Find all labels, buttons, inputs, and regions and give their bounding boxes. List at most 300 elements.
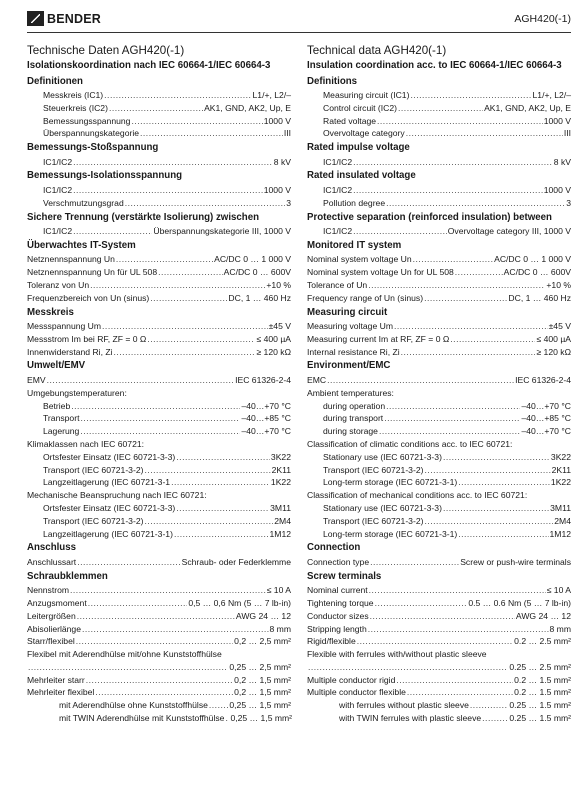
spec-label: IC1/IC2 (43, 156, 73, 167)
spec-value: –40…+70 °C (241, 400, 291, 411)
spec-label: EMV (27, 374, 46, 385)
dot-leader (368, 279, 545, 292)
dot-leader (71, 400, 240, 413)
spec-value: –40…+85 °C (241, 413, 291, 424)
spec-label: Mehrleiter starr (27, 674, 85, 685)
dot-leader (77, 610, 235, 623)
spec-value: 0.2 … 1.5 mm² (514, 687, 571, 698)
spec-label: Multiple conductor rigid (307, 674, 396, 685)
spec-value: ±45 V (268, 321, 291, 332)
dot-leader (384, 412, 520, 425)
spec-value: Schraub- oder Federklemme (181, 556, 291, 567)
spec-label: IC1/IC2 (323, 156, 353, 167)
dot-leader (386, 197, 565, 210)
dot-leader (70, 584, 266, 597)
spec-label: Messstrom Im bei RF, ZF = 0 Ω (27, 333, 147, 344)
spec-row (307, 712, 571, 725)
spec-row (27, 528, 291, 541)
spec-value: –40…+70 °C (521, 400, 571, 411)
spec-value: 2M4 (554, 515, 571, 526)
spec-value: III (283, 128, 291, 139)
spec-subheading: Mechanische Beanspruchung nach IEC 60721: (27, 490, 207, 501)
spec-label: Transport (43, 413, 80, 424)
spec-row (307, 584, 571, 597)
spec-value: –40…+70 °C (521, 426, 571, 437)
spec-value: 1M12 (269, 528, 291, 539)
spec-row (307, 197, 571, 210)
spec-value: 3K22 (550, 451, 571, 462)
dot-leader (370, 556, 459, 569)
spec-value: 1000 V (263, 115, 291, 126)
spec-row (307, 515, 571, 528)
spec-value: Overvoltage category III, 1000 V (447, 226, 571, 237)
section-heading: Anschluss (27, 542, 76, 554)
section-heading: Environment/EMC (307, 360, 391, 372)
spec-label: Steuerkreis (IC2) (43, 102, 108, 113)
spec-value: ≤ 10 A (546, 585, 571, 596)
dot-leader (375, 597, 468, 610)
spec-label: Multiple conductor flexible (307, 687, 406, 698)
spec-label: Overvoltage category (323, 128, 405, 139)
spec-row (27, 515, 291, 528)
spec-value: 3M11 (270, 502, 291, 513)
spec-row (307, 127, 571, 140)
spec-value: 0,2 … 1,5 mm² (234, 687, 291, 698)
section-heading: Protective separation (reinforced insulation) between (307, 211, 552, 223)
section-heading: Insulation coordination acc. to IEC 60664-1/IEC 60664-3 (307, 60, 562, 71)
spec-value: 0,25 … 2,5 mm² (229, 661, 291, 672)
dot-leader (88, 597, 188, 610)
spec-label: during transport (323, 413, 384, 424)
spec-row (307, 374, 571, 387)
spec-value: Überspannungskategorie III, 1000 V (153, 226, 291, 237)
brand-name: BENDER (47, 11, 101, 26)
spec-value: 1K22 (270, 477, 291, 488)
spec-row (27, 451, 291, 464)
section-heading: Definitions (307, 75, 358, 87)
dot-leader (76, 635, 233, 648)
spec-label: Transport (IEC 60721-3-2) (43, 464, 144, 475)
spec-row (307, 425, 571, 438)
spec-row (307, 556, 571, 569)
spec-row (307, 476, 571, 489)
spec-subheading: Ambient temperatures: (307, 387, 394, 398)
dot-leader (327, 374, 514, 387)
dot-leader (125, 197, 285, 210)
spec-value: –40…+70 °C (241, 426, 291, 437)
english-column (307, 43, 571, 725)
spec-label: IC1/IC2 (43, 184, 73, 195)
spec-label: Langzeitlagerung (IEC 60721-3-1 (43, 477, 171, 488)
spec-row (27, 346, 291, 359)
spec-label: Ortsfester Einsatz (IEC 60721-3-3) (43, 502, 176, 513)
spec-label: IC1/IC2 (323, 226, 353, 237)
spec-label: Stripping length (307, 623, 367, 634)
spec-row (27, 266, 291, 279)
spec-value: 0.25 … 1.5 mm² (509, 713, 571, 724)
dot-leader (176, 451, 270, 464)
section-heading: Umwelt/EMV (27, 360, 86, 372)
spec-value: 3 (566, 197, 571, 208)
dot-leader (443, 451, 550, 464)
spec-row (307, 253, 571, 266)
spec-row (27, 635, 291, 648)
dot-leader (82, 623, 269, 636)
spec-value: 3 (286, 197, 291, 208)
dot-leader (458, 528, 548, 541)
spec-row (307, 400, 571, 413)
spec-value: 1M12 (549, 528, 571, 539)
dot-leader (413, 253, 493, 266)
dot-leader (131, 115, 262, 128)
spec-label: Ortsfester Einsatz (IEC 60721-3-3) (43, 451, 176, 462)
spec-row (27, 127, 291, 140)
spec-label: mit TWIN Aderendhülse mit Kunststoffhülse (59, 713, 225, 724)
dot-leader (47, 374, 234, 387)
spec-value: 1000 V (543, 184, 571, 195)
spec-row (27, 476, 291, 489)
dot-leader (401, 346, 536, 359)
spec-label: Conductor sizes (307, 610, 369, 621)
spec-row (307, 597, 571, 610)
spec-row (27, 374, 291, 387)
spec-label: Überspannungskategorie (43, 128, 140, 139)
spec-row (307, 699, 571, 712)
spec-label: Rated voltage (323, 115, 377, 126)
spec-row (307, 674, 571, 687)
dot-leader (379, 425, 521, 438)
spec-value: 2M4 (274, 515, 291, 526)
section-heading: Bemessungs-Isolationsspannung (27, 170, 183, 182)
spec-value: AC/DC 0 … 1 000 V (214, 254, 291, 265)
spec-label: Netznennspannung Un für UL 508 (27, 267, 158, 278)
dot-leader (109, 102, 203, 115)
dot-leader (77, 556, 180, 569)
spec-value: AC/DC 0 … 1 000 V (494, 254, 571, 265)
spec-label: Lagerung (43, 426, 80, 437)
dot-leader (104, 89, 251, 102)
dot-leader (377, 115, 543, 128)
spec-label: Anschlussart (27, 556, 77, 567)
section-heading: Connection (307, 542, 361, 554)
header-divider (27, 32, 571, 33)
spec-row (307, 635, 571, 648)
spec-row (27, 712, 291, 725)
dot-leader (225, 712, 229, 725)
spec-row (27, 184, 291, 197)
spec-label: Internal resistance Ri, Zi (307, 346, 400, 357)
dot-leader (80, 425, 240, 438)
spec-row (27, 156, 291, 169)
dot-leader (357, 635, 513, 648)
german-column (27, 43, 291, 725)
spec-row (307, 115, 571, 128)
spec-row (27, 556, 291, 569)
spec-label: Verschmutzungsgrad (43, 197, 124, 208)
column-title: Technical data AGH420(-1) (307, 44, 447, 57)
dot-leader (116, 253, 213, 266)
spec-row (307, 610, 571, 623)
spec-row (27, 225, 291, 238)
spec-row (27, 400, 291, 413)
spec-value: DC, 1 … 460 Hz (508, 292, 571, 303)
dot-leader (407, 686, 513, 699)
spec-label: EMC (307, 374, 327, 385)
dot-leader (114, 346, 256, 359)
spec-row (27, 89, 291, 102)
dot-leader (144, 515, 273, 528)
spec-value: 1000 V (543, 115, 571, 126)
spec-subheading: Klimaklassen nach IEC 60721: (27, 438, 145, 449)
spec-label: Anzugsmoment (27, 597, 87, 608)
spec-row (307, 686, 571, 699)
dot-leader (353, 156, 553, 169)
spec-value: AWG 24 … 12 (515, 610, 571, 621)
spec-subheading: Flexibel mit Aderendhülse mit/ohne Kunststoffhülse (27, 649, 222, 660)
dot-leader (86, 674, 233, 687)
spec-row (27, 102, 291, 115)
spec-row (307, 528, 571, 541)
spec-label: IC1/IC2 (43, 226, 73, 237)
spec-label: Measuring circuit (IC1) (323, 90, 410, 100)
spec-value: 8 kV (553, 156, 571, 167)
spec-row (307, 502, 571, 515)
dot-leader (482, 712, 508, 725)
dot-leader (424, 464, 550, 477)
spec-row (27, 699, 291, 712)
dot-leader (174, 528, 269, 541)
dot-leader (410, 89, 531, 102)
spec-value: ≥ 120 kΩ (256, 346, 291, 357)
spec-row (27, 686, 291, 699)
spec-label: Stationary use (IEC 60721-3-3) (323, 451, 442, 462)
page-header (27, 10, 571, 32)
spec-label: Leitergrößen (27, 610, 76, 621)
spec-value: IEC 61326-2-4 (235, 374, 291, 385)
dot-leader (147, 333, 255, 346)
spec-row (27, 464, 291, 477)
spec-row (27, 661, 291, 674)
spec-label: Stationary use (IEC 60721-3-3) (323, 502, 442, 513)
spec-value: AK1, GND, AK2, Up, E (484, 102, 571, 113)
dot-leader (176, 502, 269, 515)
spec-value: L1/+, L2/– (532, 90, 571, 100)
spec-label: Abisolierlänge (27, 623, 81, 634)
dot-leader (396, 674, 513, 687)
spec-row (27, 412, 291, 425)
spec-value: +10 % (266, 279, 291, 290)
section-heading: Schraubklemmen (27, 570, 108, 582)
spec-value: 2K11 (271, 464, 291, 475)
spec-value: 8 kV (273, 156, 291, 167)
spec-label: Toleranz von Un (27, 279, 90, 290)
spec-row (307, 266, 571, 279)
spec-row (27, 197, 291, 210)
spec-row (27, 333, 291, 346)
dot-leader (368, 623, 549, 636)
document-id: AGH420(-1) (514, 13, 571, 25)
dot-leader (443, 502, 549, 515)
spec-row (27, 292, 291, 305)
spec-label: Connection type (307, 556, 370, 567)
spec-row (307, 279, 571, 292)
spec-label: Messspannung Um (27, 321, 102, 332)
section-heading: Measuring circuit (307, 306, 388, 318)
column-title: Technische Daten AGH420(-1) (27, 44, 185, 57)
spec-value: 2K11 (551, 464, 571, 475)
section-heading: Monitored IT system (307, 239, 402, 251)
spec-label: IC1/IC2 (323, 184, 353, 195)
spec-label: Long-term storage (IEC 60721-3-1) (323, 477, 458, 488)
spec-value: 0,25 … 1,5 mm² (230, 713, 293, 724)
spec-subheading: Classification of mechanical conditions acc. to IEC 60721: (307, 490, 528, 501)
spec-label: Transport (IEC 60721-3-2) (323, 464, 424, 475)
spec-label: Measuring voltage Um (307, 321, 393, 332)
spec-row (27, 610, 291, 623)
dot-leader (398, 102, 483, 115)
spec-value: 8 mm (549, 623, 571, 634)
section-heading: Messkreis (27, 306, 74, 318)
spec-value: 8 mm (269, 623, 291, 634)
spec-value: AK1, GND, AK2, Up, E (204, 102, 291, 113)
spec-label: with ferrules without plastic sleeve (339, 700, 469, 711)
spec-value: 0,5 … 0,6 Nm (5 … 7 lb-in) (188, 597, 291, 608)
spec-subheading: Classification of climatic conditions acc. to IEC 60721: (307, 438, 513, 449)
spec-value: 0.25 … 1.5 mm² (509, 700, 571, 711)
dot-leader (424, 292, 507, 305)
spec-value: 0,2 … 2,5 mm² (234, 636, 291, 647)
dot-leader (102, 320, 268, 333)
spec-value: 3M11 (550, 502, 571, 513)
dot-leader (150, 292, 227, 305)
dot-leader (369, 584, 546, 597)
spec-value: 0,2 … 1,5 mm² (234, 674, 291, 685)
spec-label: Transport (IEC 60721-3-2) (43, 515, 144, 526)
spec-value: 0.2 … 1.5 mm² (514, 674, 571, 685)
spec-label: Nominal system voltage Un for UL 508 (307, 267, 454, 278)
spec-value: AWG 24 … 12 (235, 610, 291, 621)
spec-label: Messkreis (IC1) (43, 90, 104, 100)
section-heading: Sichere Trennung (verstärkte Isolierung) zwischen (27, 211, 260, 223)
dot-leader (95, 686, 233, 699)
dot-leader (144, 464, 270, 477)
dot-leader (158, 266, 223, 279)
bender-logo-icon (27, 11, 44, 26)
spec-value: ≤ 400 µA (256, 333, 291, 344)
dot-leader (73, 184, 263, 197)
spec-label: Pollution degree (323, 197, 386, 208)
spec-label: Nennstrom (27, 585, 70, 596)
section-heading: Überwachtes IT-System (27, 239, 136, 251)
spec-label: Netznennspannung Un (27, 254, 115, 265)
spec-row (307, 89, 571, 102)
spec-value: 0.25 … 2.5 mm² (509, 661, 571, 672)
spec-value: L1/+, L2/– (252, 90, 291, 100)
section-heading: Isolationskoordination nach IEC 60664-1/IEC 60664-3 (27, 60, 271, 71)
spec-label: Innenwiderstand Ri, Zi (27, 346, 113, 357)
dot-leader (386, 400, 520, 413)
spec-label: during storage (323, 426, 378, 437)
dot-leader (424, 515, 553, 528)
dot-leader (353, 184, 543, 197)
spec-row (307, 156, 571, 169)
spec-label: Mehrleiter flexibel (27, 687, 95, 698)
spec-row (27, 597, 291, 610)
spec-label: Frequency range of Un (sinus) (307, 292, 424, 303)
spec-value: III (563, 128, 571, 139)
spec-row (27, 253, 291, 266)
spec-value: IEC 61326-2-4 (515, 374, 571, 385)
spec-label: Measuring current Im at RF, ZF = 0 Ω (307, 333, 450, 344)
spec-value: ≥ 120 kΩ (536, 346, 571, 357)
spec-row (307, 464, 571, 477)
spec-value: ≤ 10 A (266, 585, 291, 596)
spec-label: mit Aderendhülse ohne Kunststoffhülse (59, 700, 208, 711)
section-heading: Screw terminals (307, 570, 382, 582)
spec-row (307, 661, 571, 674)
spec-label: Long-term storage (IEC 60721-3-1) (323, 528, 458, 539)
dot-leader (209, 699, 228, 712)
dot-leader (353, 225, 447, 238)
section-heading: Bemessungs-Stoßspannung (27, 142, 159, 154)
dot-leader (406, 127, 563, 140)
spec-value: 0,25 … 1,5 mm² (229, 700, 291, 711)
dot-leader (171, 476, 270, 489)
spec-value: 1000 V (263, 184, 291, 195)
dot-leader (28, 661, 228, 674)
spec-label: during operation (323, 400, 386, 411)
spec-label: Tightening torque (307, 597, 374, 608)
spec-value: ≤ 400 µA (536, 333, 571, 344)
spec-label: Langzeitlagerung (IEC 60721-3-1) (43, 528, 173, 539)
spec-label: Betrieb (43, 400, 71, 411)
section-heading: Definitionen (27, 75, 83, 87)
spec-label: Bemessungsspannung (43, 115, 131, 126)
spec-value: +10 % (546, 279, 571, 290)
spec-subheading: Umgebungstemperaturen: (27, 387, 127, 398)
spec-row (27, 425, 291, 438)
spec-row (307, 333, 571, 346)
spec-label: Frequenzbereich von Un (sinus) (27, 292, 150, 303)
spec-row (307, 346, 571, 359)
spec-row (27, 584, 291, 597)
spec-label: Control circuit (IC2) (323, 102, 398, 113)
dot-leader (140, 127, 283, 140)
spec-label: Rigid/flexible (307, 636, 356, 647)
spec-value: Screw or push-wire terminals (460, 556, 571, 567)
spec-value: AC/DC 0 … 600V (503, 267, 571, 278)
spec-label: Starr/flexibel (27, 636, 75, 647)
spec-label: Nominal system voltage Un (307, 254, 412, 265)
dot-leader (370, 610, 515, 623)
spec-row (307, 292, 571, 305)
spec-value: ±45 V (548, 321, 571, 332)
spec-row (27, 279, 291, 292)
spec-row (307, 451, 571, 464)
dot-leader (394, 320, 548, 333)
spec-row (27, 623, 291, 636)
spec-label: Transport (IEC 60721-3-2) (323, 515, 424, 526)
spec-row (27, 674, 291, 687)
spec-row (307, 102, 571, 115)
spec-value: 0.2 … 2.5 mm² (514, 636, 571, 647)
dot-leader (73, 225, 152, 238)
dot-leader (458, 476, 550, 489)
spec-row (307, 225, 571, 238)
spec-value: DC, 1 … 460 Hz (228, 292, 291, 303)
spec-row (307, 623, 571, 636)
spec-row (307, 412, 571, 425)
